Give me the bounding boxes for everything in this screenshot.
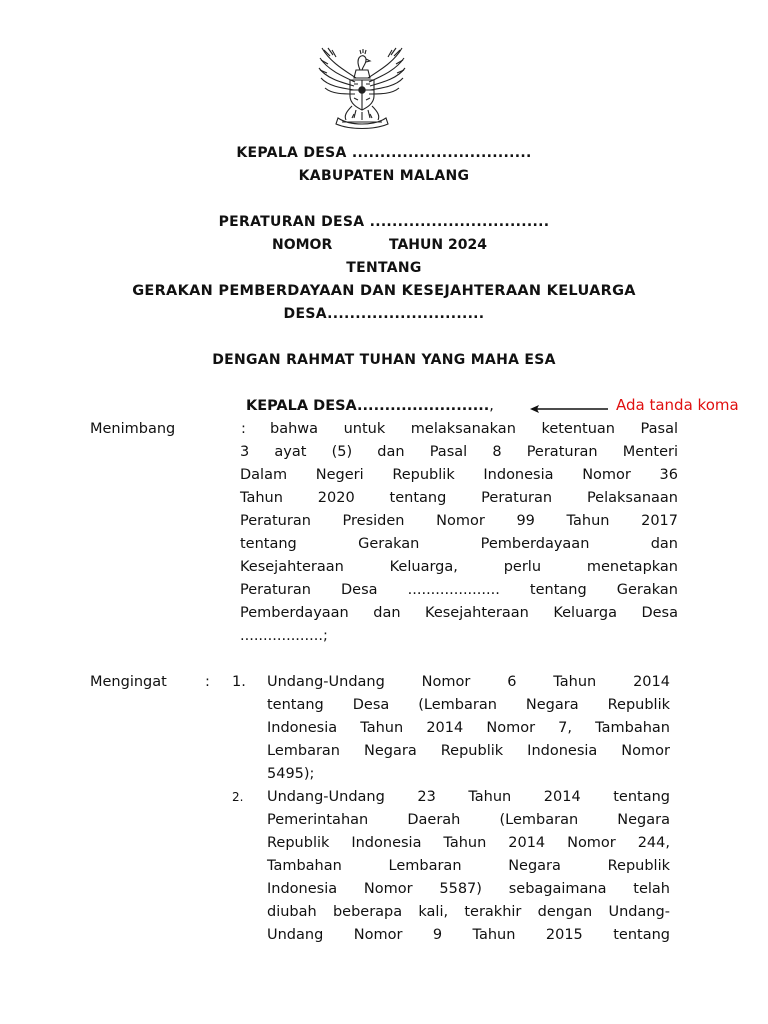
menimbang-line: Kesejahteraan Keluarga, perlu menetapkan <box>240 559 678 575</box>
header-kabupaten: KABUPATEN MALANG <box>298 168 470 184</box>
menimbang-line: Pemberdayaan dan Kesejahteraan Keluarga Desa <box>240 605 678 621</box>
menimbang-label: Menimbang <box>90 421 176 437</box>
garuda-icon <box>316 40 408 130</box>
mengingat-line: Republik Indonesia Tahun 2014 Nomor 244, <box>267 835 670 851</box>
menimbang-line: tentang Gerakan Pemberdayaan dan <box>240 536 678 552</box>
mengingat-item-2 <box>267 786 670 947</box>
header-kepala-desa: KEPALA DESA ................................ <box>236 145 532 161</box>
menimbang-line: 3 ayat (5) dan Pasal 8 Peraturan Menteri <box>240 444 678 460</box>
mengingat-item-1 <box>267 671 670 786</box>
menimbang-line: bahwa untuk melaksanakan ketentuan Pasal <box>270 421 678 437</box>
mengingat-line: Pemerintahan Daerah (Lembaran Negara <box>267 812 670 828</box>
menimbang-colon: : <box>241 421 246 437</box>
menimbang-line: Dalam Negeri Republik Indonesia Nomor 36 <box>240 467 678 483</box>
menimbang-line: Peraturan Presiden Nomor 99 Tahun 2017 <box>240 513 678 529</box>
header-title-line1: GERAKAN PEMBERDAYAAN DAN KESEJAHTERAAN KELUARGA <box>132 283 636 299</box>
menimbang-line: Peraturan Desa .................... tentang Gerakan <box>240 582 678 598</box>
header-nomor: NOMOR <box>272 237 333 253</box>
mengingat-line: Lembaran Negara Republik Indonesia Nomor <box>267 743 670 759</box>
mengingat-line: Tambahan Lembaran Negara Republik <box>267 858 670 874</box>
signatory-comma: , <box>489 398 494 414</box>
mengingat-line: Indonesia Tahun 2014 Nomor 7, Tambahan <box>267 720 670 736</box>
header-title-line2: DESA............................ <box>283 306 485 322</box>
annotation-note: Ada tanda koma <box>616 396 739 414</box>
mengingat-colon: : <box>205 674 210 690</box>
mengingat-item-number: 2. <box>232 790 244 804</box>
mengingat-line: 5495); <box>267 766 315 782</box>
mengingat-line: tentang Desa (Lembaran Negara Republik <box>267 697 670 713</box>
mengingat-line: Indonesia Nomor 5587) sebagaimana telah <box>267 881 670 897</box>
mengingat-line: diubah beberapa kali, terakhir dengan Undang- <box>267 904 670 920</box>
header-tahun: TAHUN 2024 <box>389 237 487 253</box>
signatory-text: KEPALA DESA........................ <box>246 398 490 414</box>
menimbang-paragraph <box>240 418 678 648</box>
mengingat-line: Undang Nomor 9 Tahun 2015 tentang <box>267 927 670 943</box>
annotation-arrow <box>528 401 610 417</box>
header-tentang: TENTANG <box>346 260 422 276</box>
mengingat-label: Mengingat <box>90 674 167 690</box>
menimbang-line: Tahun 2020 tentang Peraturan Pelaksanaan <box>240 490 678 506</box>
signatory-line <box>246 398 494 414</box>
mengingat-line: Undang-Undang Nomor 6 Tahun 2014 <box>267 674 670 690</box>
header-blessing: DENGAN RAHMAT TUHAN YANG MAHA ESA <box>212 352 556 368</box>
menimbang-line: ..................; <box>240 628 328 644</box>
mengingat-item-number: 1. <box>232 674 246 690</box>
mengingat-line: Undang-Undang 23 Tahun 2014 tentang <box>267 789 670 805</box>
header-peraturan-desa: PERATURAN DESA ................................ <box>218 214 550 230</box>
garuda-emblem <box>316 40 408 130</box>
